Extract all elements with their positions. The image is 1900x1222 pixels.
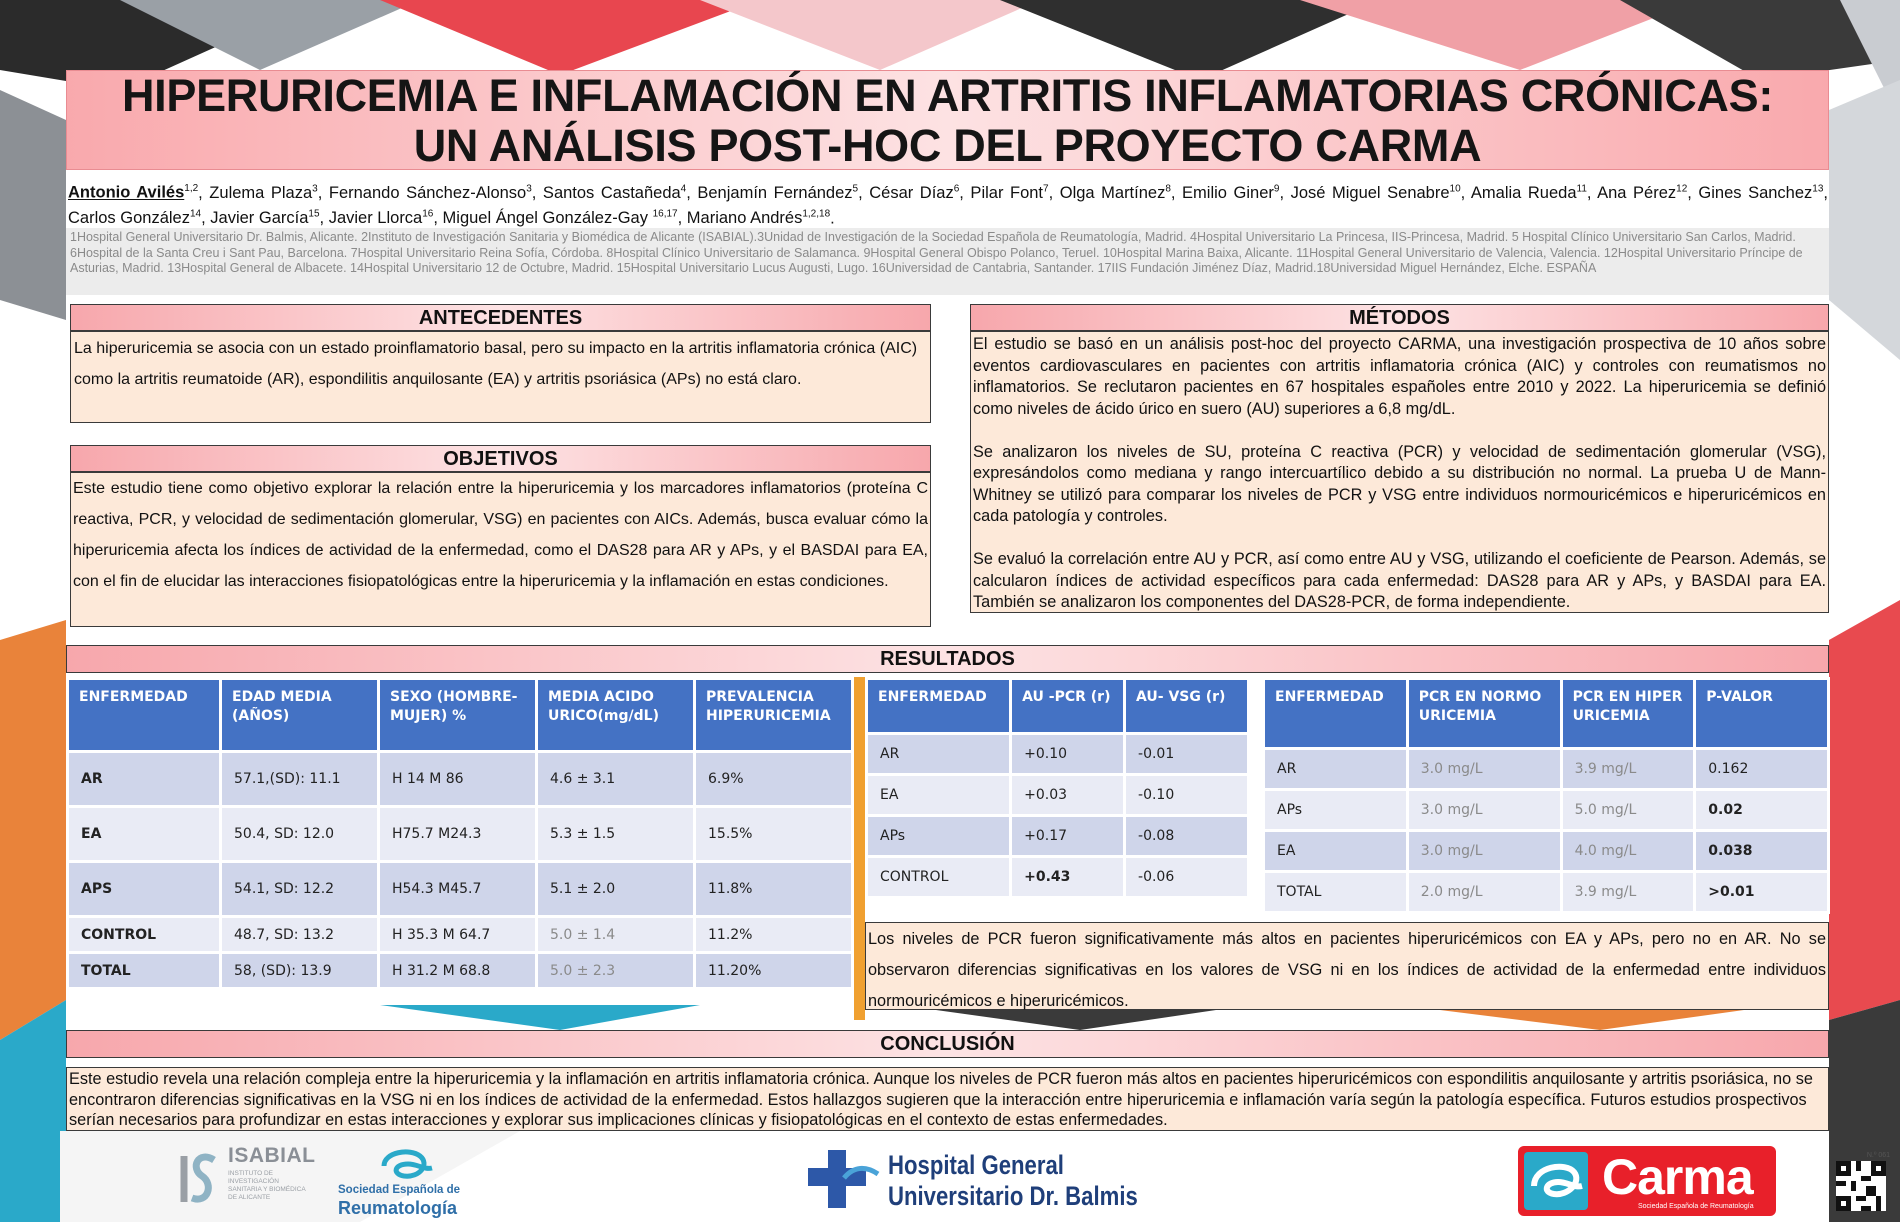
table3-header: ENFERMEDAD	[1265, 680, 1406, 747]
table-cell: AR	[1265, 750, 1406, 788]
table-row	[868, 776, 1247, 814]
objetivos-heading: OBJETIVOS	[70, 445, 931, 472]
author-name: , Gines Sanchez	[1687, 183, 1813, 202]
table-cell: 5.3 ± 1.5	[538, 808, 693, 860]
carma-subtitle: Sociedad Española de Reumatología	[1638, 1203, 1754, 1210]
table-cell: H 31.2 M 68.8	[380, 954, 535, 987]
table1-header: PREVALENCIA HIPERURICEMIA	[696, 680, 851, 750]
author-affiliation: 5	[852, 183, 859, 194]
table-cell: 50.4, SD: 12.0	[222, 808, 377, 860]
table-row	[69, 918, 851, 951]
table-cell: 2.0 mg/L	[1409, 873, 1560, 911]
table-cell: -0.06	[1126, 858, 1247, 896]
qr-code-icon	[1836, 1161, 1886, 1211]
table-cell: 0.02	[1696, 791, 1827, 829]
table-row	[1265, 832, 1827, 870]
table-cell: EA	[69, 808, 219, 860]
author-name: , Ana Pérez	[1586, 183, 1677, 202]
author-affiliation: 14	[189, 208, 202, 220]
table-cell: -0.08	[1126, 817, 1247, 855]
hospital-line-2: Universitario Dr. Balmis	[888, 1181, 1138, 1211]
table1-header-row	[69, 680, 851, 750]
metodos-paragraph-1: El estudio se basó en un análisis post-hoc del proyecto CARMA, una investigación prospectiva de 10 años sobre eventos cardiovasculares en pacientes con artritis inflamatoria crónica (AIC) y controles con reumatismos no inflamatorios. Se reclutaron pacientes en 67 hospitales españoles entre 2010 y 2022. La hiperuricemia se definió como niveles de ácido úrico en suero (AU) superiores a 6,8 mg/dL.	[973, 335, 1826, 418]
author-name: , Amalia Rueda	[1460, 183, 1577, 202]
carma-swirl-icon	[1524, 1152, 1588, 1210]
table-cell: 3.0 mg/L	[1409, 750, 1560, 788]
correlation-table	[865, 677, 1250, 899]
author-name: , José Miguel Senabre	[1279, 183, 1450, 202]
table-cell: TOTAL	[1265, 873, 1406, 911]
conclusion-heading: CONCLUSIÓN	[66, 1030, 1829, 1058]
antecedentes-text: La hiperuricemia se asocia con un estado proinflamatorio basal, pero su impacto en la artritis inflamatoria crónica (AIC) como la artritis reumatoide (AR), espondilitis anquilosante (EA) y artritis psoriásica (APs) no está claro.	[70, 331, 931, 423]
author-affiliation: 3	[526, 183, 532, 194]
author-affiliation: 7	[1043, 183, 1049, 194]
table-cell: 11.2%	[696, 918, 851, 951]
author-affiliation: 8	[1165, 183, 1171, 194]
table-cell: H54.3 M45.7	[380, 863, 535, 915]
table-row	[69, 808, 851, 860]
title-line-1: HIPERURICEMIA E INFLAMACIÓN EN ARTRITIS INFLAMATORIAS CRÓNICAS:	[121, 70, 1774, 121]
author-affiliation: 1,2,18	[802, 208, 831, 220]
table-cell: +0.17	[1012, 817, 1123, 855]
table1-header: MEDIA ACIDO URICO(mg/dL)	[538, 680, 693, 750]
author-affiliation: 16,17	[652, 208, 678, 220]
table2-header: AU- VSG (r)	[1126, 680, 1247, 732]
table-cell: 15.5%	[696, 808, 851, 860]
author-affiliation: 12	[1676, 183, 1688, 194]
table-cell: 54.1, SD: 12.2	[222, 863, 377, 915]
table-cell: 11.20%	[696, 954, 851, 987]
table-cell: 5.1 ± 2.0	[538, 863, 693, 915]
affiliations: 1Hospital General Universitario Dr. Balmis, Alicante. 2Instituto de Investigación Sanitaria y Biomédica de Alicante (ISABIAL).3Unidad de Investigación de la Sociedad Española de Reumatología, Madrid. 4Hospital Universitario La Princesa, IIS-Princesa, Madrid. 5 Hospital Clínico Universitario San Carlos, Madrid. 6Hospital de la Santa Creu i Sant Pau, Barcelona. 7Hospital Universitario Reina Sofía, Córdoba. 8Hospital Clínico Universitario de Salamanca. 9Hospital General Obispo Polanco, Teruel. 10Hospital Marina Baixa, Alicante. 11Hospital General Universitario de Valencia, Valencia. 12Hospital Universitario Príncipe de Asturias, Madrid. 13Hospital General de Albacete. 14Hospital Universitario 12 de Octubre, Madrid. 15Hospital Universitario Lucus Augusti, Lugo. 16Universidad de Cantabria, Santander. 17IIS Fundación Jiménez Díaz, Madrid.18Universidad Miguel Hernández, Elche. ESPAÑA	[66, 228, 1829, 295]
hospital-logo	[806, 1148, 1136, 1214]
title-line-2: UN ANÁLISIS POST-HOC DEL PROYECTO CARMA	[413, 120, 1482, 171]
table-row	[1265, 791, 1827, 829]
table-cell: H75.7 M24.3	[380, 808, 535, 860]
hospital-line-1: Hospital General	[888, 1150, 1064, 1180]
author-affiliation: 16	[422, 208, 434, 220]
table-cell: APS	[69, 863, 219, 915]
author-affiliation: 11	[1576, 183, 1587, 194]
author-affiliation: 9	[1273, 183, 1280, 194]
table-cell: 58, (SD): 13.9	[222, 954, 377, 987]
table-row	[868, 735, 1247, 773]
table-cell: APs	[868, 817, 1009, 855]
table2-header-row	[868, 680, 1247, 732]
isabial-logo	[178, 1144, 316, 1210]
table-cell: EA	[1265, 832, 1406, 870]
table3-header: P-VALOR	[1696, 680, 1827, 747]
table-cell: -0.01	[1126, 735, 1247, 773]
author-name: , Santos Castañeda	[531, 183, 681, 202]
table-cell: H 14 M 86	[380, 753, 535, 805]
author-name: , César Díaz	[858, 183, 954, 202]
table-cell: +0.03	[1012, 776, 1123, 814]
demographics-table	[66, 677, 854, 990]
table-cell: 4.6 ± 3.1	[538, 753, 693, 805]
table-cell: 6.9%	[696, 753, 851, 805]
author-name: , Miguel Ángel González-Gay	[433, 209, 653, 227]
table-row	[1265, 750, 1827, 788]
antecedentes-heading: ANTECEDENTES	[70, 304, 931, 331]
author-name: , Mariano Andrés	[677, 209, 803, 227]
table-cell: 0.162	[1696, 750, 1827, 788]
isabial-subtitle: INSTITUTO DE INVESTIGACIÓN SANITARIA Y BIOMÉDICA DE ALICANTE	[228, 1170, 306, 1201]
carma-mark	[1524, 1152, 1588, 1210]
ser-mark-icon	[380, 1146, 436, 1182]
table2-header: AU -PCR (r)	[1012, 680, 1123, 732]
metodos-heading: MÉTODOS	[970, 304, 1829, 331]
author-affiliation: 10	[1449, 183, 1461, 194]
first-author-affiliation: 1,2	[184, 183, 199, 194]
table-row	[69, 753, 851, 805]
table3-header-row	[1265, 680, 1827, 747]
table-cell: CONTROL	[69, 918, 219, 951]
table-cell: H 35.3 M 64.7	[380, 918, 535, 951]
ser-line-2: Reumatología	[338, 1198, 458, 1218]
table2-header: ENFERMEDAD	[868, 680, 1009, 732]
table-cell: AR	[868, 735, 1009, 773]
author-name: , Olga Martínez	[1048, 183, 1166, 202]
resultados-text: Los niveles de PCR fueron significativamente más altos en pacientes hiperuricémicos con EA y APs, pero no en AR. No se observaron diferencias significativas en los valores de VSG ni en los índices de actividad de la enfermedad entre individuos normouricémicos e hiperuricémicos.	[865, 922, 1829, 1010]
table-cell: >0.01	[1696, 873, 1827, 911]
table-cell: 5.0 mg/L	[1563, 791, 1694, 829]
table-cell: +0.43	[1012, 858, 1123, 896]
table-row	[868, 817, 1247, 855]
pcr-comparison-table	[1262, 677, 1830, 914]
author-name: , Zulema Plaza	[198, 183, 313, 202]
table1-header: SEXO (HOMBRE-MUJER) %	[380, 680, 535, 750]
author-affiliation: 6	[953, 183, 960, 194]
table1-header: EDAD MEDIA (AÑOS)	[222, 680, 377, 750]
table-cell: 5.0 ± 2.3	[538, 954, 693, 987]
author-name: , Javier García	[201, 209, 309, 227]
isabial-name: ISABIAL	[228, 1144, 316, 1167]
table3-header: PCR EN HIPER URICEMIA	[1563, 680, 1694, 747]
ser-logo	[338, 1146, 478, 1218]
table-row	[868, 858, 1247, 896]
table-cell: 5.0 ± 1.4	[538, 918, 693, 951]
table-cell: EA	[868, 776, 1009, 814]
table-cell: APs	[1265, 791, 1406, 829]
table-cell: TOTAL	[69, 954, 219, 987]
metodos-paragraph-3: Se evaluó la correlación entre AU y PCR, así como entre AU y VSG, utilizando el coeficiente de Pearson. Además, se calcularon índices de actividad específicos para cada enfermedad: DAS28 para AR y APs, y BASDAI para EA. También se analizaron los componentes del DAS28-PCR, de forma independiente.	[973, 550, 1826, 611]
hospital-cross-icon	[806, 1148, 880, 1210]
table-cell: 48.7, SD: 13.2	[222, 918, 377, 951]
table-cell: 3.9 mg/L	[1563, 873, 1694, 911]
table-row	[1265, 873, 1827, 911]
author-affiliation: 3	[312, 183, 318, 194]
poster-title	[66, 70, 1829, 170]
author-name: , Carlos González	[68, 183, 1828, 227]
carma-name: Carma	[1602, 1149, 1753, 1205]
table-cell: 0.038	[1696, 832, 1827, 870]
conclusion-text: Este estudio revela una relación compleja entre la hiperuricemia y la inflamación en artritis inflamatoria crónica. Aunque los niveles de PCR fueron más altos en pacientes hiperuricémicos con espondilitis anquilosante y artritis psoriásica, no se encontraron diferencias significativas en la VSG ni en los índices de actividad de la enfermedad. Estos hallazgos sugieren que la interacción entre hiperuricemia e inflamación varía según la patología específica. Futuros estudios prospectivos serían necesarios para profundizar en estas interacciones y explorar sus implicaciones clínicas y fisiopatológicas en el contexto de estas enfermedades.	[66, 1067, 1829, 1131]
logo-strip	[0, 1140, 1900, 1222]
table-cell: 11.8%	[696, 863, 851, 915]
authors-end: .	[830, 209, 835, 227]
resultados-heading: RESULTADOS	[66, 645, 1829, 673]
ser-line-1: Sociedad Española de	[338, 1184, 461, 1196]
table-cell: CONTROL	[868, 858, 1009, 896]
carma-logo	[1518, 1146, 1776, 1216]
table-cell: +0.10	[1012, 735, 1123, 773]
table-row	[69, 954, 851, 987]
author-name: , Emilio Giner	[1170, 183, 1274, 202]
table-cell: 3.9 mg/L	[1563, 750, 1694, 788]
author-name: , Pilar Font	[959, 183, 1044, 202]
metodos-body	[970, 331, 1829, 613]
author-affiliation: 4	[680, 183, 687, 194]
objetivos-text: Este estudio tiene como objetivo explorar la relación entre la hiperuricemia y los marcadores inflamatorios (proteína C reactiva, PCR, y velocidad de sedimentación glomerular, VSG) en pacientes con AICs. Además, busca evaluar cómo la hiperuricemia afecta los índices de actividad de la enfermedad, como el DAS28 para AR y APs, y el BASDAI para EA, con el fin de elucidar las interacciones fisiopatológicas entre la hiperuricemia y la inflamación en estas condiciones.	[70, 472, 931, 627]
table-row	[69, 863, 851, 915]
table1-header: ENFERMEDAD	[69, 680, 219, 750]
metodos-paragraph-2: Se analizaron los niveles de SU, proteína C reactiva (PCR) y velocidad de sedimentación glomerular (VSG), expresándolos como mediana y rango intercuartílico debido a su distribución no normal. La prueba U de Mann-Whitney se utilizó para comparar los niveles de PCR y VSG entre individuos normouricémicos e hiperuricémicos en cada patología y controles.	[973, 442, 1826, 525]
table-cell: -0.10	[1126, 776, 1247, 814]
author-list	[68, 178, 1828, 229]
table-cell: 57.1,(SD): 11.1	[222, 753, 377, 805]
table-cell: 3.0 mg/L	[1409, 791, 1560, 829]
author-name: , Javier Llorca	[319, 209, 423, 227]
table-cell: 3.0 mg/L	[1409, 832, 1560, 870]
coauthors	[68, 184, 1828, 228]
table-cell: AR	[69, 753, 219, 805]
author-name: , Benjamín Fernández	[686, 183, 853, 202]
first-author: Antonio Avilés	[68, 183, 185, 202]
author-name: , Fernando Sánchez-Alonso	[317, 183, 527, 202]
table3-header: PCR EN NORMO URICEMIA	[1409, 680, 1560, 747]
author-affiliation: 15	[308, 208, 320, 220]
qr-label: N.º 061	[1866, 1152, 1890, 1159]
table-cell: 4.0 mg/L	[1563, 832, 1694, 870]
isabial-mark-icon	[178, 1146, 220, 1208]
author-affiliation: 13	[1812, 183, 1824, 194]
qr-block	[1836, 1152, 1890, 1218]
